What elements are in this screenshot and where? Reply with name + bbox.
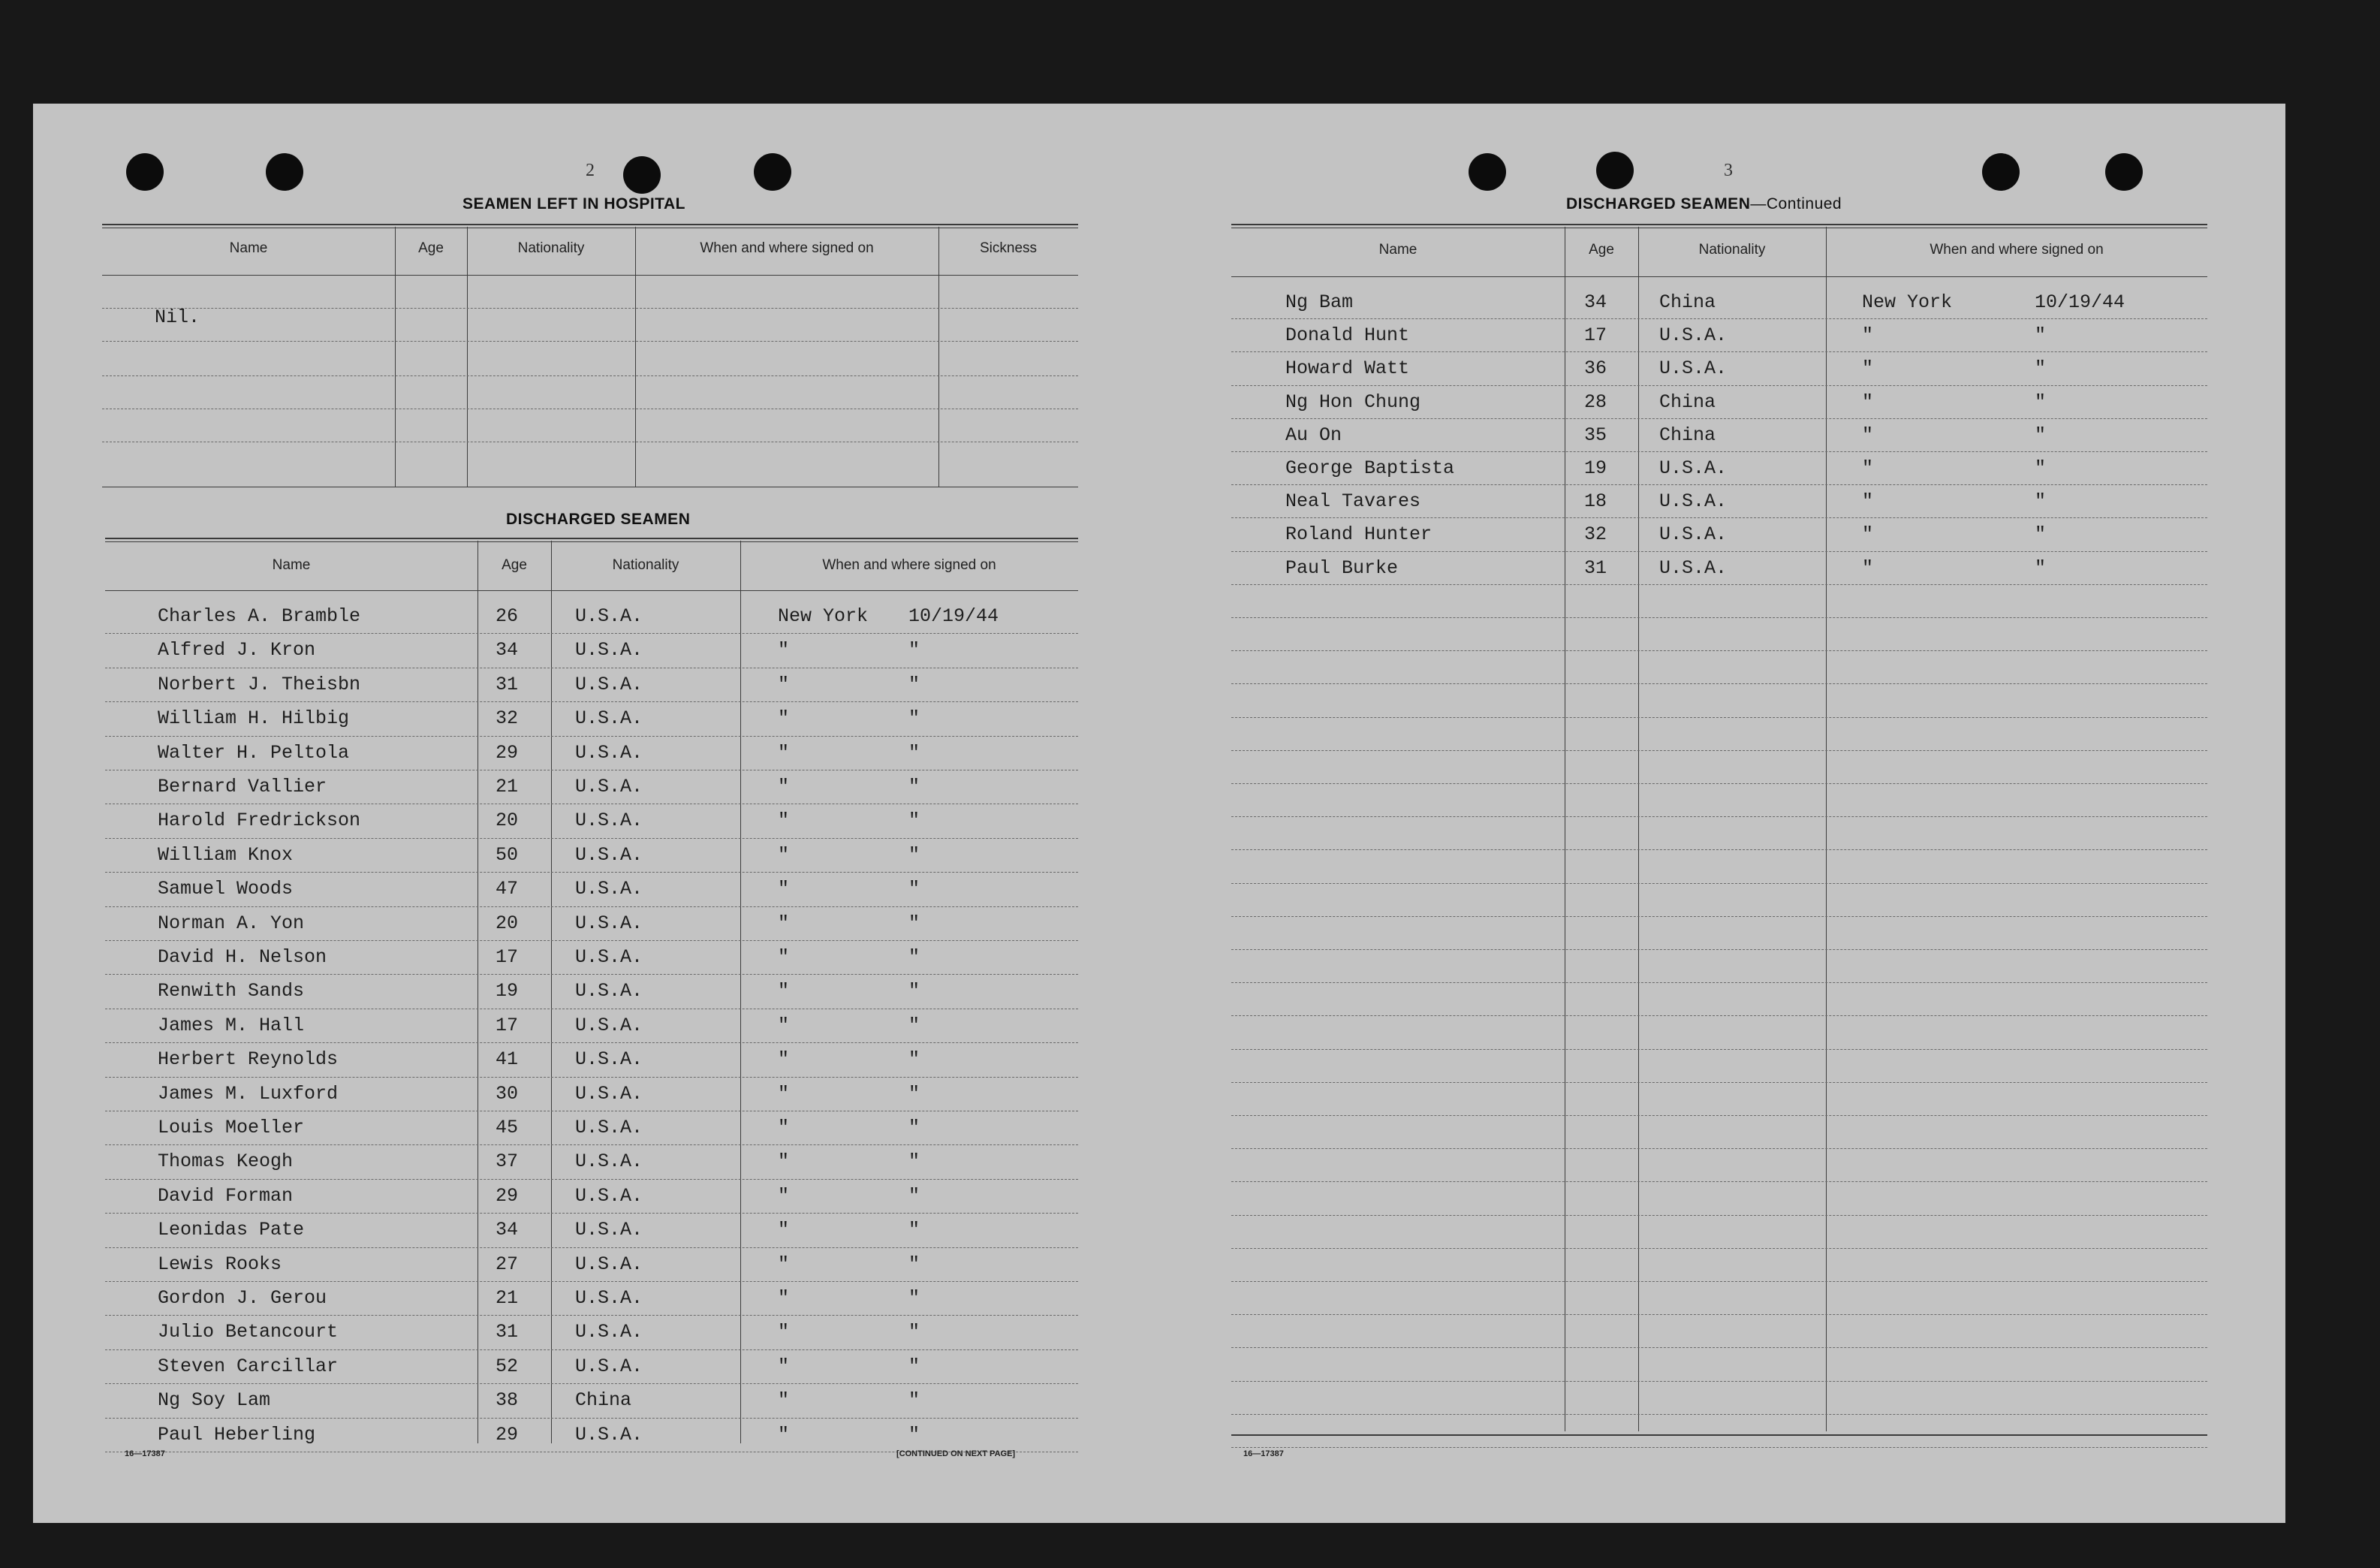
- cell-date: ": [908, 1287, 920, 1309]
- punch-hole: [754, 153, 791, 191]
- punch-hole: [1982, 153, 2020, 191]
- cell-age: 19: [1584, 457, 1607, 479]
- punch-hole: [1469, 153, 1506, 191]
- cell-age: 36: [1584, 357, 1607, 380]
- cell-date: ": [908, 1423, 920, 1446]
- cell-name: Alfred J. Kron: [158, 639, 316, 662]
- cell-place: ": [1862, 523, 1874, 546]
- cell-nationality: U.S.A.: [1659, 523, 1728, 546]
- cell-name: William H. Hilbig: [158, 707, 350, 730]
- cell-date: ": [2035, 490, 2047, 513]
- title-main: DISCHARGED SEAMEN: [1566, 195, 1751, 213]
- cell-place: ": [1862, 556, 1874, 579]
- continued-note: [CONTINUED ON NEXT PAGE]: [896, 1449, 1016, 1458]
- cell-age: 17: [1584, 324, 1607, 347]
- cell-name: Louis Moeller: [158, 1117, 305, 1138]
- cell-age: 30: [496, 1082, 519, 1105]
- punch-hole: [2105, 153, 2143, 191]
- ledger-sheet: [33, 104, 2285, 1523]
- cell-name: Samuel Woods: [158, 878, 294, 900]
- cell-date: ": [908, 946, 920, 968]
- cell-age: 50: [496, 843, 519, 866]
- cell-name: Howard Watt: [1285, 357, 1410, 380]
- cell-age: 34: [496, 639, 519, 662]
- cell-nationality: U.S.A.: [575, 605, 643, 627]
- cell-place: ": [1862, 390, 1874, 413]
- cell-place: ": [778, 1355, 790, 1377]
- cell-place: ": [1862, 324, 1874, 347]
- cell-date: ": [2035, 523, 2047, 546]
- cell-name: James M. Hall: [158, 1014, 305, 1036]
- cell-age: 17: [496, 1014, 519, 1036]
- cell-date: ": [2035, 357, 2047, 380]
- cell-name: Au On: [1285, 424, 1342, 446]
- cell-date: ": [908, 1014, 920, 1036]
- cell-nationality: U.S.A.: [575, 1014, 643, 1036]
- cell-place: ": [778, 1048, 790, 1071]
- cell-name: Renwith Sands: [158, 980, 305, 1003]
- form-number-right: 16—17387: [1243, 1449, 1284, 1458]
- punch-hole: [266, 153, 303, 191]
- cell-nationality: U.S.A.: [575, 1184, 643, 1207]
- cell-date: ": [908, 1117, 920, 1138]
- cell-date: ": [908, 912, 920, 934]
- cell-name: Paul Burke: [1285, 556, 1399, 579]
- cell-date: ": [908, 1219, 920, 1241]
- cell-name: Lewis Rooks: [158, 1253, 282, 1275]
- cell-name: Ng Hon Chung: [1285, 390, 1421, 413]
- header-nationality: Nationality: [612, 557, 679, 573]
- cell-age: 41: [496, 1048, 519, 1071]
- punch-hole: [126, 153, 164, 191]
- cell-age: 34: [1584, 291, 1607, 313]
- cell-nationality: U.S.A.: [575, 707, 643, 730]
- cell-name: Julio Betancourt: [158, 1321, 339, 1343]
- cell-age: 29: [496, 1184, 519, 1207]
- cell-name: David Forman: [158, 1184, 294, 1207]
- cell-age: 28: [1584, 390, 1607, 413]
- cell-date: ": [2035, 324, 2047, 347]
- cell-nationality: U.S.A.: [575, 810, 643, 832]
- cell-nationality: U.S.A.: [575, 673, 643, 695]
- cell-nationality: China: [1659, 291, 1716, 313]
- cell-date: ": [908, 1184, 920, 1207]
- cell-age: 35: [1584, 424, 1607, 446]
- cell-place: ": [778, 1287, 790, 1309]
- cell-nationality: U.S.A.: [575, 1048, 643, 1071]
- cell-age: 31: [496, 1321, 519, 1343]
- cell-name: Norbert J. Theisbn: [158, 673, 361, 695]
- cell-name: Ng Soy Lam: [158, 1389, 271, 1412]
- header-age: Age: [418, 240, 444, 256]
- cell-date: ": [908, 843, 920, 866]
- cell-name: Paul Heberling: [158, 1423, 316, 1446]
- cell-place: ": [778, 1014, 790, 1036]
- cell-name: Roland Hunter: [1285, 523, 1433, 546]
- cell-age: 32: [1584, 523, 1607, 546]
- cell-date: 10/19/44: [908, 605, 999, 627]
- cell-name: Norman A. Yon: [158, 912, 305, 934]
- cell-place: ": [778, 843, 790, 866]
- title-suffix: —Continued: [1750, 195, 1842, 213]
- cell-place: ": [1862, 457, 1874, 479]
- header-age: Age: [1589, 242, 1614, 258]
- cell-name: Harold Fredrickson: [158, 810, 361, 832]
- cell-date: ": [2035, 457, 2047, 479]
- cell-nationality: U.S.A.: [575, 776, 643, 798]
- cell-date: ": [908, 1150, 920, 1173]
- cell-nationality: U.S.A.: [1659, 556, 1728, 579]
- cell-date: ": [908, 980, 920, 1003]
- cell-age: 31: [1584, 556, 1607, 579]
- cell-place: ": [778, 1423, 790, 1446]
- header-signed-on: When and where signed on: [822, 557, 996, 573]
- discharged-table-left: [105, 538, 1078, 1446]
- cell-place: ": [778, 673, 790, 695]
- cell-nationality: U.S.A.: [1659, 324, 1728, 347]
- cell-place: ": [778, 1321, 790, 1343]
- cell-date: ": [908, 878, 920, 900]
- cell-nationality: U.S.A.: [575, 639, 643, 662]
- cell-date: ": [908, 1082, 920, 1105]
- header-name: Name: [1378, 242, 1417, 258]
- header-name: Name: [272, 557, 311, 573]
- cell-nationality: U.S.A.: [575, 1321, 643, 1343]
- header-age: Age: [502, 557, 527, 573]
- cell-age: 47: [496, 878, 519, 900]
- cell-nationality: U.S.A.: [575, 1423, 643, 1446]
- cell-date: ": [908, 1355, 920, 1377]
- cell-nationality: China: [1659, 424, 1716, 446]
- hospital-section-title: SEAMEN LEFT IN HOSPITAL: [462, 195, 685, 213]
- cell-nationality: U.S.A.: [575, 741, 643, 764]
- cell-nationality: U.S.A.: [575, 1287, 643, 1309]
- cell-place: ": [778, 980, 790, 1003]
- cell-name: George Baptista: [1285, 457, 1455, 479]
- header-signed-on: When and where signed on: [700, 240, 874, 256]
- cell-name: Bernard Vallier: [158, 776, 327, 798]
- cell-age: 34: [496, 1219, 519, 1241]
- hospital-table: [102, 224, 1078, 494]
- cell-name: Neal Tavares: [1285, 490, 1421, 513]
- punch-hole: [1596, 152, 1634, 189]
- cell-age: 52: [496, 1355, 519, 1377]
- cell-date: ": [908, 1253, 920, 1275]
- cell-date: ": [908, 1321, 920, 1343]
- discharged-section-title: DISCHARGED SEAMEN: [506, 511, 691, 528]
- cell-name: James M. Luxford: [158, 1082, 339, 1105]
- cell-place: ": [778, 1184, 790, 1207]
- cell-nationality: U.S.A.: [575, 1082, 643, 1105]
- cell-nationality: U.S.A.: [575, 912, 643, 934]
- cell-nationality: U.S.A.: [575, 1150, 643, 1173]
- discharged-continued-title: [1566, 195, 1842, 213]
- cell-date: ": [2035, 424, 2047, 446]
- cell-nationality: U.S.A.: [1659, 490, 1728, 513]
- cell-place: ": [1862, 424, 1874, 446]
- header-sickness: Sickness: [979, 240, 1038, 256]
- cell-age: 17: [496, 946, 519, 968]
- cell-date: ": [908, 810, 920, 832]
- cell-age: 29: [496, 741, 519, 764]
- cell-date: ": [908, 1389, 920, 1412]
- cell-age: 27: [496, 1253, 519, 1275]
- cell-age: 29: [496, 1423, 519, 1446]
- cell-date: 10/19/44: [2035, 291, 2125, 313]
- cell-place: ": [778, 639, 790, 662]
- cell-age: 38: [496, 1389, 519, 1412]
- cell-place: ": [1862, 357, 1874, 380]
- header-name: Name: [229, 240, 268, 256]
- cell-nationality: U.S.A.: [1659, 457, 1728, 479]
- cell-name: Herbert Reynolds: [158, 1048, 339, 1071]
- cell-place: ": [778, 946, 790, 968]
- cell-date: ": [908, 1048, 920, 1071]
- cell-date: ": [908, 707, 920, 730]
- cell-place: ": [778, 810, 790, 832]
- header-nationality: Nationality: [517, 240, 585, 256]
- cell-nationality: U.S.A.: [575, 980, 643, 1003]
- page-number-right: 3: [1724, 161, 1733, 180]
- form-number-left: 16—17387: [125, 1449, 165, 1458]
- cell-date: ": [2035, 390, 2047, 413]
- cell-age: 21: [496, 776, 519, 798]
- discharged-table-right: [1231, 224, 2207, 1446]
- cell-place: ": [778, 1117, 790, 1138]
- cell-name: Thomas Keogh: [158, 1150, 294, 1173]
- cell-age: 26: [496, 605, 519, 627]
- cell-nationality: U.S.A.: [575, 1355, 643, 1377]
- cell-name: Walter H. Peltola: [158, 741, 350, 764]
- cell-place: ": [778, 912, 790, 934]
- page-number-left: 2: [586, 161, 595, 180]
- cell-place: ": [778, 741, 790, 764]
- cell-nationality: U.S.A.: [575, 843, 643, 866]
- cell-age: 32: [496, 707, 519, 730]
- cell-name: David H. Nelson: [158, 946, 327, 968]
- cell-age: 21: [496, 1287, 519, 1309]
- cell-name: Donald Hunt: [1285, 324, 1410, 347]
- cell-name: William Knox: [158, 843, 294, 866]
- cell-place: ": [778, 1150, 790, 1173]
- cell-place: ": [778, 1219, 790, 1241]
- cell-place: ": [778, 1082, 790, 1105]
- cell-nationality: U.S.A.: [575, 878, 643, 900]
- cell-place: ": [1862, 490, 1874, 513]
- cell-place: New York: [778, 605, 869, 627]
- cell-age: 45: [496, 1117, 519, 1138]
- cell-place: ": [778, 1253, 790, 1275]
- cell-date: ": [2035, 556, 2047, 579]
- hospital-entry: Nil.: [155, 306, 200, 328]
- cell-name: Leonidas Pate: [158, 1219, 305, 1241]
- cell-nationality: China: [1659, 390, 1716, 413]
- header-nationality: Nationality: [1698, 242, 1766, 258]
- punch-hole: [623, 156, 661, 194]
- cell-nationality: U.S.A.: [575, 1117, 643, 1138]
- cell-name: Steven Carcillar: [158, 1355, 339, 1377]
- cell-name: Charles A. Bramble: [158, 605, 361, 627]
- cell-age: 20: [496, 912, 519, 934]
- cell-date: ": [908, 741, 920, 764]
- cell-name: Ng Bam: [1285, 291, 1354, 313]
- cell-nationality: China: [575, 1389, 632, 1412]
- cell-name: Gordon J. Gerou: [158, 1287, 327, 1309]
- cell-age: 31: [496, 673, 519, 695]
- cell-place: New York: [1862, 291, 1953, 313]
- cell-nationality: U.S.A.: [575, 946, 643, 968]
- cell-place: ": [778, 878, 790, 900]
- cell-place: ": [778, 1389, 790, 1412]
- cell-nationality: U.S.A.: [575, 1219, 643, 1241]
- cell-date: ": [908, 673, 920, 695]
- cell-age: 18: [1584, 490, 1607, 513]
- cell-age: 37: [496, 1150, 519, 1173]
- cell-nationality: U.S.A.: [575, 1253, 643, 1275]
- cell-age: 19: [496, 980, 519, 1003]
- cell-date: ": [908, 639, 920, 662]
- header-signed-on: When and where signed on: [1930, 242, 2104, 258]
- cell-nationality: U.S.A.: [1659, 357, 1728, 380]
- cell-place: ": [778, 776, 790, 798]
- cell-age: 20: [496, 810, 519, 832]
- cell-date: ": [908, 776, 920, 798]
- cell-place: ": [778, 707, 790, 730]
